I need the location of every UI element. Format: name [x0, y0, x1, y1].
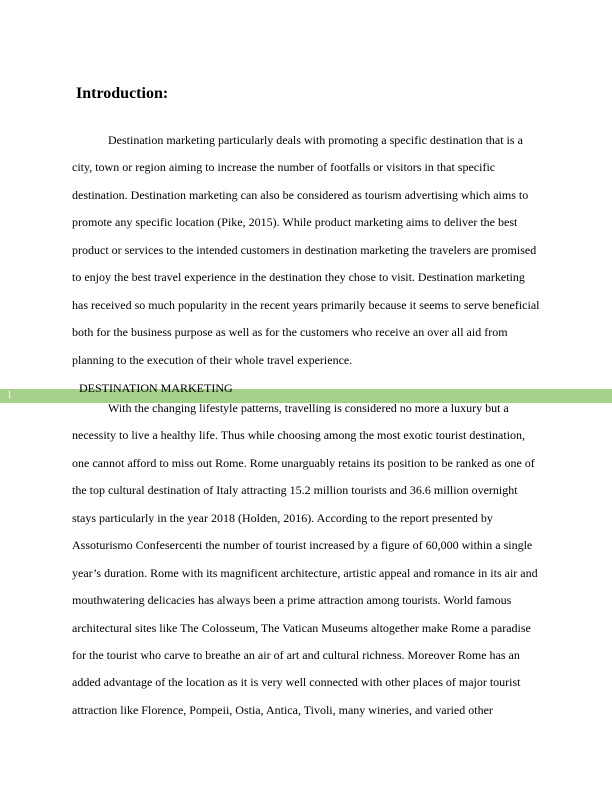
paragraph-line: product or services to the intended customers in destination marketing the travelers are promised: [72, 242, 537, 257]
paragraph-line: stays particularly in the year 2018 (Holden, 2016). According to the report presented by: [72, 510, 493, 525]
paragraph-line: attraction like Florence, Pompeii, Ostia, Antica, Tivoli, many wineries, and varied other: [72, 702, 493, 717]
paragraph-line: necessity to live a healthy life. Thus while choosing among the most exotic tourist destination,: [72, 428, 526, 443]
paragraph-line: destination. Destination marketing can also be considered as tourism advertising which aims to: [72, 187, 529, 202]
page-title: Introduction:: [76, 85, 169, 102]
intro-paragraph: [72, 127, 544, 374]
paragraph-line: to enjoy the best travel experience in the destination they chose to visit. Destination marketing: [72, 270, 525, 285]
rome-paragraph: [72, 395, 544, 724]
paragraph-line: has received so much popularity in the recent years primarily because it seems to serve beneficial: [72, 297, 540, 312]
paragraph-line: for the tourist who carve to breathe an air of art and cultural richness. Moreover Rome has an: [72, 647, 520, 662]
paragraph-line: city, town or region aiming to increase the number of footfalls or visitors in that specific: [72, 160, 496, 175]
paragraph-line: both for the business purpose as well as for the customers who receive an over all aid from: [72, 325, 508, 340]
paragraph-line: Assoturismo Confesercenti the number of tourist increased by a figure of 60,000 within a single: [72, 538, 533, 553]
paragraph-line: promote any specific location (Pike, 2015). While product marketing aims to deliver the best: [72, 215, 518, 230]
paragraph-line: With the changing lifestyle patterns, travelling is considered no more a luxury but a: [108, 401, 509, 415]
paragraph-line: mouthwatering delicacies has always been a prime attraction among tourists. World famous: [72, 593, 512, 608]
paragraph-line: added advantage of the location as it is very well connected with other places of major tourist: [72, 675, 521, 690]
paragraph-line: Destination marketing particularly deals with promoting a specific destination that is a: [108, 133, 523, 147]
paragraph-line: architectural sites like The Colosseum, The Vatican Museums altogether make Rome a paradise: [72, 620, 531, 635]
paragraph-line: one cannot afford to miss out Rome. Rome unarguably retains its position to be ranked as one of: [72, 455, 535, 470]
paragraph-line: the top cultural destination of Italy attracting 15.2 million tourists and 36.6 million overnight: [72, 483, 518, 498]
section-number: 1: [7, 390, 12, 401]
paragraph-line: planning to the execution of their whole travel experience.: [72, 352, 353, 367]
paragraph-line: year’s duration. Rome with its magnificent architecture, artistic appeal and romance in its air and: [72, 565, 538, 580]
section-heading: DESTINATION MARKETING: [79, 381, 233, 395]
